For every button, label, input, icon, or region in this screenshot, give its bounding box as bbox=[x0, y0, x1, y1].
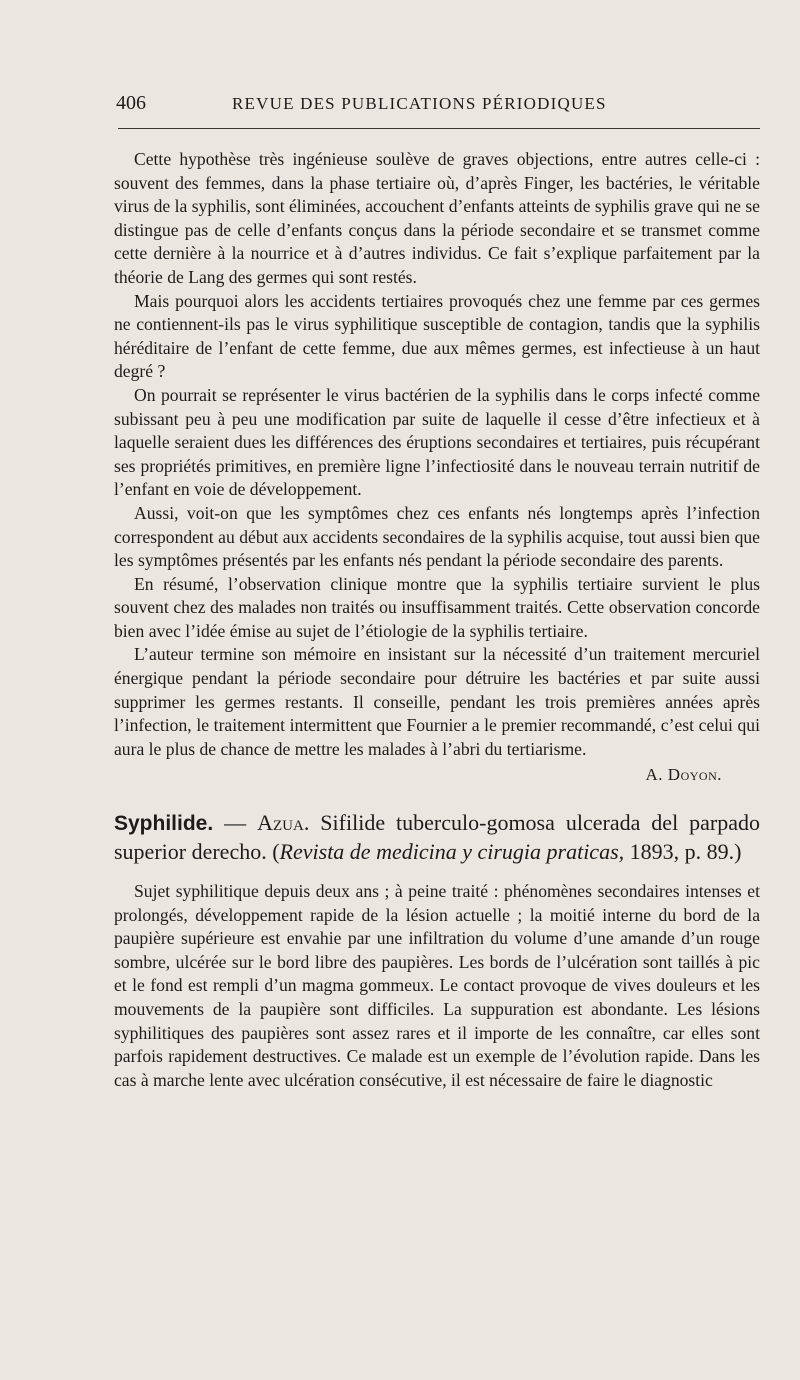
page-number: 406 bbox=[116, 92, 146, 114]
article-journal: Revista de medicina y cirugia praticas, bbox=[279, 839, 625, 865]
review-signature: A. Doyon. bbox=[645, 765, 722, 785]
review-paragraph-1: Cette hypothèse très ingénieuse soulève de graves objections, entre autres celle-ci : souvent des femmes, dans la phase tertiaire où, d’après Finger, les bactéries, le véritable virus de la syphilis, sont éliminées, accouchent d’enfants atteints de syphilis grave qui ne se distingue pas de celle d’enfants conçus dans la période secondaire et se transmet comme cette dernière à la nourrice et à d’autres individus. Ce fait s’explique parfaitement par la théorie de Lang des germes qui sont restés. bbox=[114, 149, 760, 287]
article-heading bbox=[114, 809, 760, 866]
review-paragraph-2: Mais pourquoi alors les accidents tertiaires provoqués chez une femme par ces germes ne contiennent-ils pas le virus syphilitique susceptible de contagion, tandis que la syphilis héréditaire de l’enfant de cette femme, due aux mêmes germes, est infectieuse à un haut degré ? bbox=[114, 290, 760, 382]
article-dash: — bbox=[213, 810, 258, 836]
article-rubric: Syphilide. bbox=[114, 812, 214, 836]
review-paragraph-5: En résumé, l’observation clinique montre que la syphilis tertiaire survient le plus souvent chez des malades non traités ou insuffisamment traités. Cette observation concorde bien avec l’idée émise au sujet de l’étiologie de la syphilis tertiaire. bbox=[114, 573, 760, 641]
article-title: Sifilide tuberculo-gomosa ulcerada del parpado superior derecho. ( bbox=[114, 810, 761, 865]
review-paragraph-3: On pourrait se représenter le virus bactérien de la syphilis dans le corps infecté comme subissant peu à peu une modification par suite de laquelle il cesse d’être infectieux et à laquelle seraient dues les différences des éruptions secondaires et tertiaires, puis récupérant ses propriétés primitives, en première ligne l’infectiosité dans le nouveau terrain nutritif de l’enfant en voie de développement. bbox=[114, 384, 760, 500]
article-abstract bbox=[114, 880, 760, 1092]
review-paragraph-6: L’auteur termine son mémoire en insistant sur la nécessité d’un traitement mercuriel énergique pendant la période secondaire pour détruire les bactéries et par suite aussi supprimer les germes restants. Il conseille, pendant les trois premières années après l’infection, le traitement intermittent que Fournier a le premier recommandé, c’est celui qui aura le plus de chance de mettre les malades à l’abri du tertiarisme. bbox=[114, 644, 760, 759]
body-text bbox=[114, 148, 760, 1092]
running-head bbox=[112, 92, 760, 116]
header-rule bbox=[118, 128, 760, 129]
article-author: Azua. bbox=[257, 810, 310, 836]
article-citation: 1893, p. 89.) bbox=[624, 839, 742, 865]
abstract-paragraph: Sujet syphilitique depuis deux ans ; à peine traité : phénomènes secondaires intenses et prolongés, développement rapide de la lésion actuelle ; la moitié interne du bord de la paupière supérieure est envahie par une infiltration du volume d’une amande d’un rouge sombre, ulcérée sur le bord libre des paupières. Les bords de l’ulcération sont taillés à pic et le fond est rempli d’un magma gommeux. Le contact provoque de vives douleurs et les mouvements de la paupière sont difficiles. La suppuration est abondante. Les lésions syphilitiques des paupières sont assez rares et il importe de les connaître, car elles sont parfois rapidement destructives. Ce malade est un exemple de l’évolution rapide. Dans les cas à marche lente avec ulcération consécutive, il est nécessaire de faire le diagnostic bbox=[114, 881, 760, 1090]
review-paragraph-4: Aussi, voit-on que les symptômes chez ces enfants nés longtemps après l’infection correspondent au début aux accidents secondaires de la syphilis acquise, tout aussi bien que les symptômes présentés par les enfants nés pendant la période secondaire des parents. bbox=[114, 502, 760, 571]
journal-title: REVUE DES PUBLICATIONS PÉRIODIQUES bbox=[232, 94, 607, 113]
